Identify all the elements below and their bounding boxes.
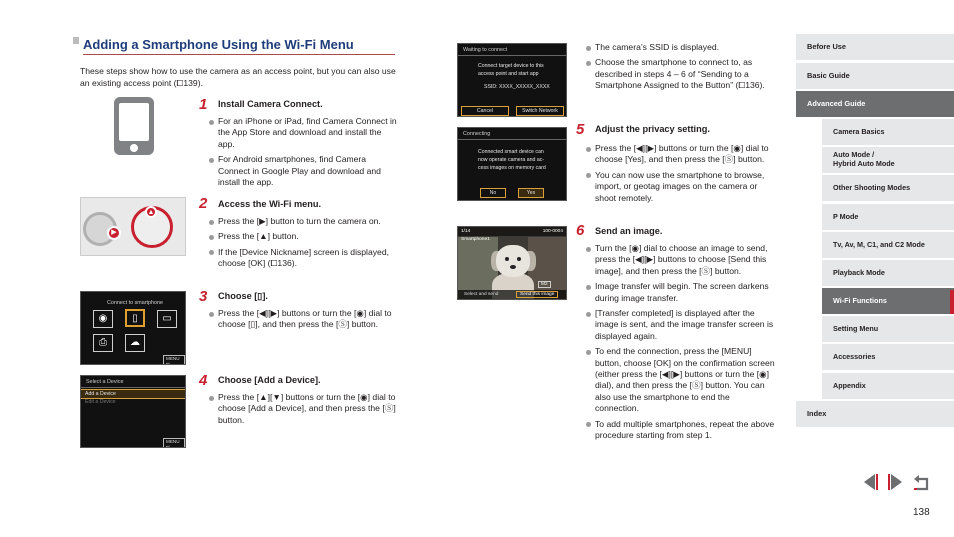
step-3-title: Choose [▯]. [218,291,268,301]
step-4-bullets [208,392,400,430]
screen-message: cess images on memory card [478,165,546,171]
return-icon[interactable] [913,473,931,491]
list-item: You can now use the smartphone to browse, import, or geotag images on the camera or shoot remotely. [585,170,775,204]
sidebar-item-basic-guide[interactable]: Basic Guide [796,63,954,89]
intro-text: These steps show how to use the camera as an access point, but you can also use an existing access point (⧠139). [80,66,396,88]
list-item: For Android smartphones, find Camera Connect in Google Play and download and install the app. [208,154,400,188]
sidebar-item-wi-fi-functions[interactable]: Wi-Fi Functions [822,288,954,314]
connect-to-smartphone-screen [80,291,186,365]
image-size: M2 [538,281,551,288]
computer-icon: ▭ [157,310,177,328]
waiting-to-connect-screen [457,43,567,117]
connecting-screen [457,127,567,201]
smartphone-screen [119,103,149,141]
page-title: Adding a Smartphone Using the Wi-Fi Menu [83,37,354,52]
screen-topbar [458,227,566,236]
sidebar-item-before-use[interactable]: Before Use [796,34,954,60]
sidebar-item-p-mode[interactable]: P Mode [822,204,954,230]
step-6-bullets [585,243,775,446]
step-3-number: 3 [199,288,208,305]
screen-caption: Waiting to connect [463,47,508,53]
page-number: 138 [913,507,930,518]
step-4-number: 4 [199,372,208,389]
select-and-send-button[interactable]: Select and send [464,292,499,297]
camera-controls-illustration [80,197,186,256]
list-item: Press the [▲][▼] buttons or turn the [◉] dial to choose [Add a Device], and then press the [Ⓢ] button. [208,392,400,426]
cloud-icon: ☁ [125,334,145,352]
playback-button-icon: ▶ [107,226,121,240]
send-image-screen [457,226,567,300]
active-section-marker [950,290,954,314]
sidebar-item-accessories[interactable]: Accessories [822,344,954,370]
step-1-title: Install Camera Connect. [218,99,323,109]
sidebar-item-auto-mode[interactable]: Auto Mode / Hybrid Auto Mode [822,147,954,173]
file-number: 100-0004 [542,229,563,234]
no-button[interactable]: No [480,188,506,198]
ssid-text: SSID: XXXX_XXXXX_XXXX [484,84,550,90]
select-device-screen [80,375,186,448]
sidebar-item-index[interactable]: Index [796,401,954,427]
sidebar-item-advanced-guide[interactable]: Advanced Guide [796,91,954,117]
menu-back-icon: MENU ↩ [163,438,185,448]
screen-message: now operate camera and ac- [478,157,545,163]
step-5-title: Adjust the privacy setting. [595,124,710,134]
list-item: Press the [◀][▶] buttons or turn the [◉] dial to choose [Yes], and then press the [Ⓢ] button. [585,143,775,166]
title-rule [83,54,395,55]
up-button-icon: ▲ [145,206,157,218]
list-item: To end the connection, press the [MENU] button, choose [OK] on the confirmation screen (either press the [◀][▶] buttons or turn the [◉] dial), and then press the [Ⓢ] button. You can also use the smartphone to end the connection. [585,346,775,414]
list-item: To add multiple smartphones, repeat the above procedure starting from step 1. [585,419,775,442]
sidebar-item-other-shooting-modes[interactable]: Other Shooting Modes [822,175,954,201]
list-item: Turn the [◉] dial to choose an image to send, press the [◀][▶] buttons to choose [Send this image], and then press the [Ⓢ] button. [585,243,775,277]
camera-icon: ◉ [93,310,113,328]
step-1-number: 1 [199,96,208,113]
ssid-bullets [585,42,775,96]
list-item: Choose the smartphone to connect to, as described in steps 4 – 6 of “Sending to a Smartphone Assigned to the Button” (⧠136). [585,57,775,91]
screen-caption: Select a Device [86,379,124,385]
step-5-bullets [585,143,775,208]
yes-button[interactable]: Yes [518,188,544,198]
list-item: Press the [▲] button. [208,231,400,242]
smartphone-icon: ▯ [125,309,145,327]
printer-icon: ⎙ [93,334,113,352]
edit-a-device-item: Edit a Device [85,399,116,405]
cancel-button[interactable]: Cancel [461,106,509,116]
send-this-image-button[interactable]: Send this image [516,291,558,298]
previous-page-icon[interactable] [861,473,879,491]
device-name: Smartphone1 [461,237,490,242]
menu-back-icon: MENU ↩ [163,355,185,365]
screen-caption: Connecting [463,131,491,137]
step-1-bullets [208,116,400,192]
sidebar-item-appendix[interactable]: Appendix [822,373,954,399]
list-item: If the [Device Nickname] screen is displayed, choose [OK] (⧠136). [208,247,400,270]
step-4-title: Choose [Add a Device]. [218,375,321,385]
screen-caption: Connect to smartphone [107,300,164,306]
add-a-device-item: Add a Device [81,389,185,399]
list-item: [Transfer completed] is displayed after the image is sent, and the image transfer screen is displayed again. [585,308,775,342]
list-item: The camera’s SSID is displayed. [585,42,775,53]
sidebar-item-playback-mode[interactable]: Playback Mode [822,260,954,286]
sidebar-item-tv-av-m-mode[interactable]: Tv, Av, M, C1, and C2 Mode [822,232,954,258]
list-item: For an iPhone or iPad, find Camera Connect in the App Store and download and install the app. [208,116,400,150]
sidebar-item-camera-basics[interactable]: Camera Basics [822,119,954,145]
screen-message: Connected smart device can [478,149,544,155]
screen-message: access point and start app [478,71,539,77]
list-item: Image transfer will begin. The screen darkens during image transfer. [585,281,775,304]
list-item: Press the [▶] button to turn the camera on. [208,216,400,227]
list-item: Press the [◀][▶] buttons or turn the [◉] dial to choose [▯], and then press the [Ⓢ] button. [208,308,400,331]
title-marker [73,37,79,44]
switch-network-button[interactable]: Switch Network [516,106,564,116]
next-page-icon[interactable] [887,473,905,491]
step-5-number: 5 [576,121,585,138]
screen-message: Connect target device to this [478,63,544,69]
sidebar-item-setting-menu[interactable]: Setting Menu [822,316,954,342]
step-6-title: Send an image. [595,226,663,236]
step-3-bullets [208,308,400,335]
step-2-number: 2 [199,195,208,212]
step-2-bullets [208,216,400,274]
step-6-number: 6 [576,222,585,239]
smartphone-home-button [130,144,138,152]
step-2-title: Access the Wi-Fi menu. [218,199,322,209]
image-counter: 1/14 [461,229,471,234]
